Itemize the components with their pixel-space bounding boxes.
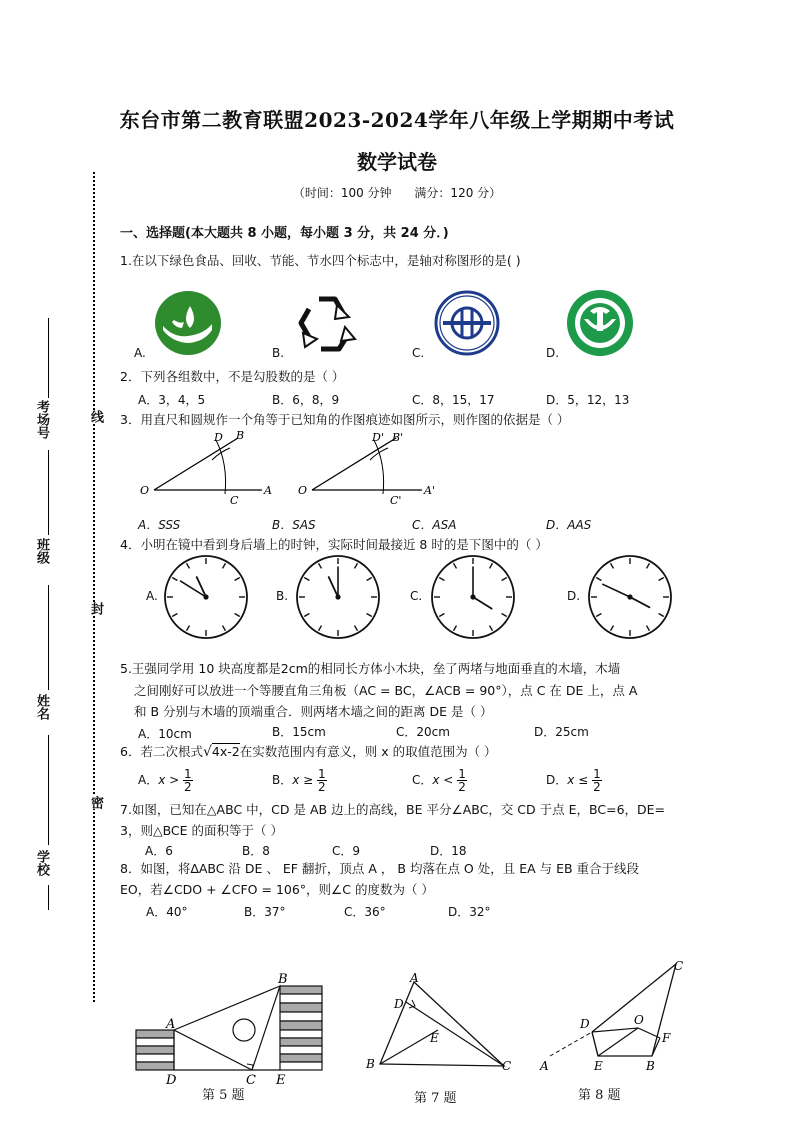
fig8-label-f: F	[662, 1031, 671, 1045]
section-heading: 一、选择题(本大题共 8 小题，每小题 3 分，共 24 分．)	[120, 226, 449, 241]
fig8-caption: 第 8 题	[578, 1088, 621, 1103]
q3-option-c[interactable]: C．ASA	[412, 518, 457, 532]
q5-option-d[interactable]: D．25cm	[534, 725, 589, 739]
fraction: $\frac{1}{2}$	[318, 767, 326, 794]
q8-line1: 8．如图，将∆ABC 沿 DE 、 EF 翻折，顶点 A ， B 均落在点 O 处，且 EA 与 EB 重合于线段	[120, 861, 640, 876]
q8-option-b[interactable]: B．37°	[244, 905, 286, 919]
q3-fig1-a-label: A	[264, 484, 272, 497]
class-label: 班级	[34, 538, 49, 564]
q3-fig2-d-label: D'	[372, 431, 384, 444]
q2-option-c[interactable]: C．8，15，17	[412, 393, 495, 407]
time-info: （时间：100 分钟 满分：120 分）	[292, 186, 502, 200]
seal-char-line: 线	[88, 410, 103, 423]
q3-fig1-b-label: B	[236, 429, 245, 442]
fig7-label-d: D	[394, 997, 404, 1011]
fig5-label-b: B	[278, 972, 288, 987]
q7-line1: 7.如图，已知在△ABC 中，CD 是 AB 边上的高线，BE 平分∠ABC，交 CD 于点 E，BC=6，DE=	[120, 802, 666, 817]
q3-figure-2	[296, 428, 456, 508]
fraction: $\frac{1}{2}$	[184, 767, 192, 794]
q4-option-c[interactable]: C.	[410, 589, 423, 603]
q5-line3: 和 B 分别与木墙的顶端重合．则两堵木墙之间的距离 DE 是（ ）	[134, 704, 493, 719]
q7-option-b[interactable]: B．8	[242, 844, 270, 858]
fig8-label-b: B	[646, 1059, 655, 1073]
q1-option-c[interactable]: C.	[412, 346, 425, 360]
exam-room-line	[48, 318, 49, 398]
q8-option-c[interactable]: C．36°	[344, 905, 386, 919]
q4-option-a[interactable]: A.	[146, 589, 158, 603]
q3-option-d[interactable]: D．AAS	[546, 518, 592, 532]
q7-option-a[interactable]: A．6	[145, 844, 173, 858]
fig5-label-c: C	[246, 1073, 256, 1088]
q6-stem-pre: 6．若二次根式	[120, 744, 203, 759]
q5-option-b[interactable]: B．15cm	[272, 725, 326, 739]
class-line	[48, 450, 49, 535]
seal-char-seal: 封	[88, 602, 103, 615]
fig8-label-c: C	[674, 959, 684, 973]
name-label: 姓名	[34, 694, 49, 720]
fig5-label-e: E	[276, 1073, 286, 1088]
q7-line2: 3，则△BCE 的面积等于（ ）	[120, 823, 283, 838]
fig8-label-e: E	[594, 1059, 603, 1073]
q5-option-a[interactable]: A．10cm	[138, 727, 192, 741]
clock-b-icon	[295, 554, 381, 640]
name-line	[48, 585, 49, 690]
school-line-lower	[48, 885, 49, 910]
fig7-label-c: C	[502, 1059, 512, 1073]
q6-option-b[interactable]: B．x ≥ $\frac{1}{2}$	[272, 767, 326, 794]
fig8-label-a: A	[540, 1059, 549, 1073]
school-line	[48, 735, 49, 845]
q6-stem-post: 在实数范围内有意义，则 x 的取值范围为（ ）	[239, 744, 497, 759]
q6-option-d[interactable]: D．x ≤ $\frac{1}{2}$	[546, 767, 601, 794]
q6-option-c[interactable]: C．x < $\frac{1}{2}$	[412, 767, 466, 794]
fig5-caption: 第 5 题	[202, 1088, 245, 1103]
figure-5	[134, 970, 326, 1090]
q4-stem: 4．小明在镜中看到身后墙上的时钟，实际时间最接近 8 时的是下图中的（ ）	[120, 537, 548, 552]
q3-option-a[interactable]: A．SSS	[138, 518, 181, 532]
q3-fig2-c-label: C'	[390, 494, 402, 507]
school-label: 学校	[34, 850, 49, 876]
q7-option-d[interactable]: D．18	[430, 844, 467, 858]
q2-option-a[interactable]: A．3，4，5	[138, 393, 206, 407]
fig8-label-o: O	[634, 1013, 644, 1027]
recycle-logo-icon	[295, 293, 359, 355]
sqrt-icon: √	[202, 744, 212, 760]
q3-option-b[interactable]: B．SAS	[272, 518, 316, 532]
q6-option-a[interactable]: A．x > $\frac{1}{2}$	[138, 767, 192, 794]
figure-7	[364, 968, 520, 1082]
figure-8	[536, 956, 692, 1076]
exam-title: 东台市第二教育联盟2023-2024学年八年级上学期期中考试	[119, 108, 675, 132]
seal-char-secret: 密	[88, 796, 103, 809]
q6-radicand: 4x-2	[211, 744, 240, 759]
fig7-label-a: A	[410, 971, 419, 985]
q8-line2: EO，若∠CDO + ∠CFO = 106°，则∠C 的度数为（ ）	[120, 882, 434, 897]
exam-subtitle: 数学试卷	[357, 150, 437, 174]
water-saving-logo-icon	[566, 289, 634, 357]
q5-line1: 5.王强同学用 10 块高度都是2cm的相同长方体小木块，垒了两堵与地面垂直的木墙，木墙	[120, 661, 621, 676]
q3-fig1-o-label: O	[140, 484, 150, 497]
fig7-label-b: B	[366, 1057, 375, 1071]
fig5-label-d: D	[166, 1073, 177, 1088]
green-food-logo-icon	[154, 290, 222, 356]
fig5-label-a: A	[166, 1017, 176, 1032]
clock-d-icon	[587, 554, 673, 640]
q4-option-b[interactable]: B.	[276, 589, 289, 603]
q1-stem: 1.在以下绿色食品、回收、节能、节水四个标志中，是轴对称图形的是( )	[120, 253, 521, 268]
q5-line2: 之间刚好可以放进一个等腰直角三角板（AC = BC，∠ACB = 90°），点 C 在 DE 上，点 A	[134, 683, 638, 698]
q2-option-d[interactable]: D．5，12，13	[546, 393, 630, 407]
q3-fig2-b-label: B'	[392, 431, 404, 444]
fig7-label-e: E	[430, 1031, 439, 1045]
q2-option-b[interactable]: B．6，8，9	[272, 393, 340, 407]
clock-c-icon	[430, 554, 516, 640]
fraction: $\frac{1}{2}$	[458, 767, 466, 794]
q8-option-a[interactable]: A．40°	[146, 905, 188, 919]
clock-a-icon	[163, 554, 249, 640]
energy-saving-logo-icon	[433, 290, 501, 356]
fraction: $\frac{1}{2}$	[593, 767, 601, 794]
q3-fig2-a-label: A'	[424, 484, 435, 497]
exam-room-label: 考场号	[34, 400, 49, 439]
q1-option-a[interactable]: A.	[134, 346, 146, 360]
q3-fig1-c-label: C	[230, 494, 239, 507]
q3-fig2-o-label: O	[298, 484, 308, 497]
fig8-label-d: D	[580, 1017, 590, 1031]
q1-option-d[interactable]: D.	[546, 346, 560, 360]
q3-figure-1	[138, 428, 288, 508]
q1-option-b[interactable]: B.	[272, 346, 285, 360]
q7-option-c[interactable]: C．9	[332, 844, 361, 858]
q5-option-c[interactable]: C．20cm	[396, 725, 450, 739]
q2-stem: 2．下列各组数中，不是勾股数的是（ ）	[120, 369, 345, 384]
q3-fig1-d-label: D	[214, 431, 223, 444]
q4-option-d[interactable]: D.	[567, 589, 581, 603]
q8-option-d[interactable]: D．32°	[448, 905, 491, 919]
fig7-caption: 第 7 题	[414, 1091, 457, 1106]
q3-stem: 3．用直尺和圆规作一个角等于已知角的作图痕迹如图所示，则作图的依据是（ ）	[120, 412, 570, 427]
dotted-seal-line	[93, 172, 95, 1002]
q6-radical	[203, 743, 240, 761]
q6-stem	[120, 743, 497, 761]
